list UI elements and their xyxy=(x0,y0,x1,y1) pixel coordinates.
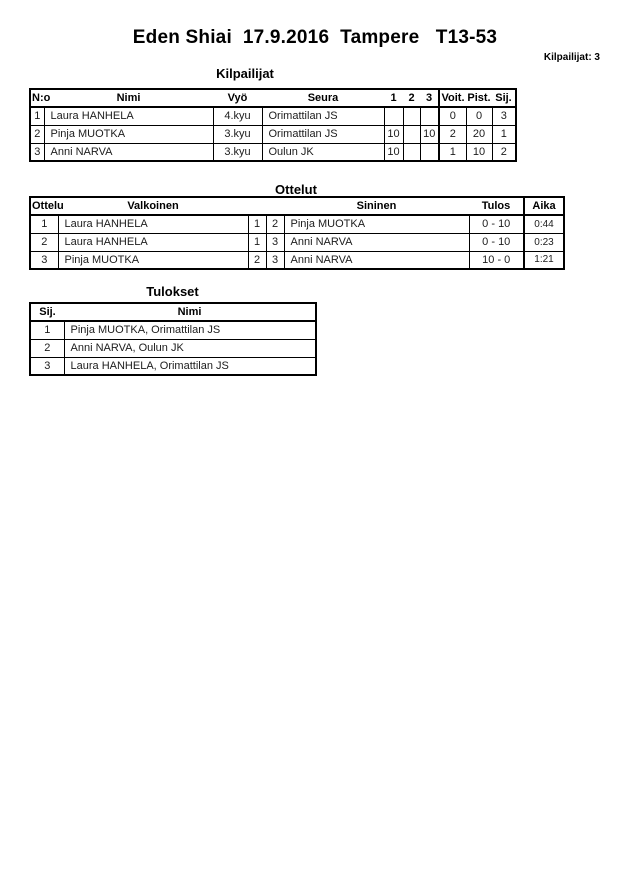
score-vs-1: 10 xyxy=(384,125,403,143)
col-header-pist: Pist. xyxy=(466,89,492,107)
competitor-row xyxy=(30,107,516,125)
competitors-header-row xyxy=(30,89,516,107)
competitor-belt: 3.kyu xyxy=(213,143,262,161)
page-title: Eden Shiai 17.9.2016 Tampere T13-53 xyxy=(132,27,498,48)
blue-player-number: 3 xyxy=(266,233,284,251)
result-row xyxy=(30,321,316,339)
white-player-name: Pinja MUOTKA xyxy=(58,251,248,269)
result-placement: 2 xyxy=(30,339,64,357)
col-header-sininen: Sininen xyxy=(284,197,469,215)
match-time: 0:23 xyxy=(524,233,564,251)
section-heading-ottelut: Ottelut xyxy=(275,182,317,197)
result-placement: 3 xyxy=(30,357,64,375)
competitor-club: Orimattilan JS xyxy=(262,125,384,143)
col-header-result-nimi: Nimi xyxy=(64,303,316,321)
wins-count: 2 xyxy=(439,125,466,143)
competitor-count-label: Kilpailijat: 3 xyxy=(543,52,600,63)
result-row xyxy=(30,357,316,375)
placement: 2 xyxy=(492,143,516,161)
competitor-number: 1 xyxy=(30,107,44,125)
matches-table xyxy=(29,196,565,270)
result-name-club: Laura HANHELA, Orimattilan JS xyxy=(64,357,316,375)
points-count: 20 xyxy=(466,125,492,143)
blue-player-number: 2 xyxy=(266,215,284,233)
col-header-voit: Voit. xyxy=(439,89,466,107)
col-header-opponent-3: 3 xyxy=(420,89,439,107)
competitor-name: Laura HANHELA xyxy=(44,107,213,125)
result-name-club: Anni NARVA, Oulun JK xyxy=(64,339,316,357)
blue-player-name: Pinja MUOTKA xyxy=(284,215,469,233)
result-placement: 1 xyxy=(30,321,64,339)
match-result: 0 - 10 xyxy=(469,215,524,233)
blue-player-name: Anni NARVA xyxy=(284,233,469,251)
results-header-row xyxy=(30,303,316,321)
competitor-club: Orimattilan JS xyxy=(262,107,384,125)
match-time: 0:44 xyxy=(524,215,564,233)
col-header-no: N:o xyxy=(30,89,44,107)
white-player-number: 1 xyxy=(248,215,266,233)
competitor-belt: 4.kyu xyxy=(213,107,262,125)
section-heading-kilpailijat: Kilpailijat xyxy=(216,66,274,81)
blue-player-number: 3 xyxy=(266,251,284,269)
col-header-opponent-1: 1 xyxy=(384,89,403,107)
competitor-belt: 3.kyu xyxy=(213,125,262,143)
col-header-aika: Aika xyxy=(524,197,564,215)
placement: 3 xyxy=(492,107,516,125)
score-vs-3: 10 xyxy=(420,125,439,143)
competitor-number: 2 xyxy=(30,125,44,143)
col-header-nimi: Nimi xyxy=(44,89,213,107)
competitor-name: Pinja MUOTKA xyxy=(44,125,213,143)
matches-header-row xyxy=(30,197,564,215)
competitor-row xyxy=(30,125,516,143)
col-header-white-number xyxy=(248,197,266,215)
competitor-number: 3 xyxy=(30,143,44,161)
wins-count: 1 xyxy=(439,143,466,161)
competitor-club: Oulun JK xyxy=(262,143,384,161)
white-player-number: 1 xyxy=(248,233,266,251)
wins-count: 0 xyxy=(439,107,466,125)
match-result: 10 - 0 xyxy=(469,251,524,269)
match-row xyxy=(30,251,564,269)
col-header-result-sij: Sij. xyxy=(30,303,64,321)
competitor-row xyxy=(30,143,516,161)
competitor-name: Anni NARVA xyxy=(44,143,213,161)
score-vs-2 xyxy=(403,125,420,143)
points-count: 0 xyxy=(466,107,492,125)
score-vs-2 xyxy=(403,143,420,161)
results-table xyxy=(29,302,317,376)
result-row xyxy=(30,339,316,357)
match-row xyxy=(30,215,564,233)
section-heading-tulokset: Tulokset xyxy=(146,284,199,299)
match-number: 1 xyxy=(30,215,58,233)
points-count: 10 xyxy=(466,143,492,161)
blue-player-name: Anni NARVA xyxy=(284,251,469,269)
score-vs-3 xyxy=(420,107,439,125)
col-header-blue-number xyxy=(266,197,284,215)
col-header-opponent-2: 2 xyxy=(403,89,420,107)
col-header-vyo: Vyö xyxy=(213,89,262,107)
col-header-ottelu: Ottelu xyxy=(30,197,58,215)
score-vs-3 xyxy=(420,143,439,161)
white-player-number: 2 xyxy=(248,251,266,269)
score-vs-2 xyxy=(403,107,420,125)
score-vs-1: 10 xyxy=(384,143,403,161)
white-player-name: Laura HANHELA xyxy=(58,233,248,251)
competitors-table xyxy=(29,88,517,162)
result-name-club: Pinja MUOTKA, Orimattilan JS xyxy=(64,321,316,339)
match-number: 2 xyxy=(30,233,58,251)
match-row xyxy=(30,233,564,251)
col-header-valkoinen: Valkoinen xyxy=(58,197,248,215)
placement: 1 xyxy=(492,125,516,143)
match-result: 0 - 10 xyxy=(469,233,524,251)
score-vs-1 xyxy=(384,107,403,125)
col-header-sij: Sij. xyxy=(492,89,516,107)
match-number: 3 xyxy=(30,251,58,269)
col-header-seura: Seura xyxy=(262,89,384,107)
match-time: 1:21 xyxy=(524,251,564,269)
col-header-tulos: Tulos xyxy=(469,197,524,215)
white-player-name: Laura HANHELA xyxy=(58,215,248,233)
